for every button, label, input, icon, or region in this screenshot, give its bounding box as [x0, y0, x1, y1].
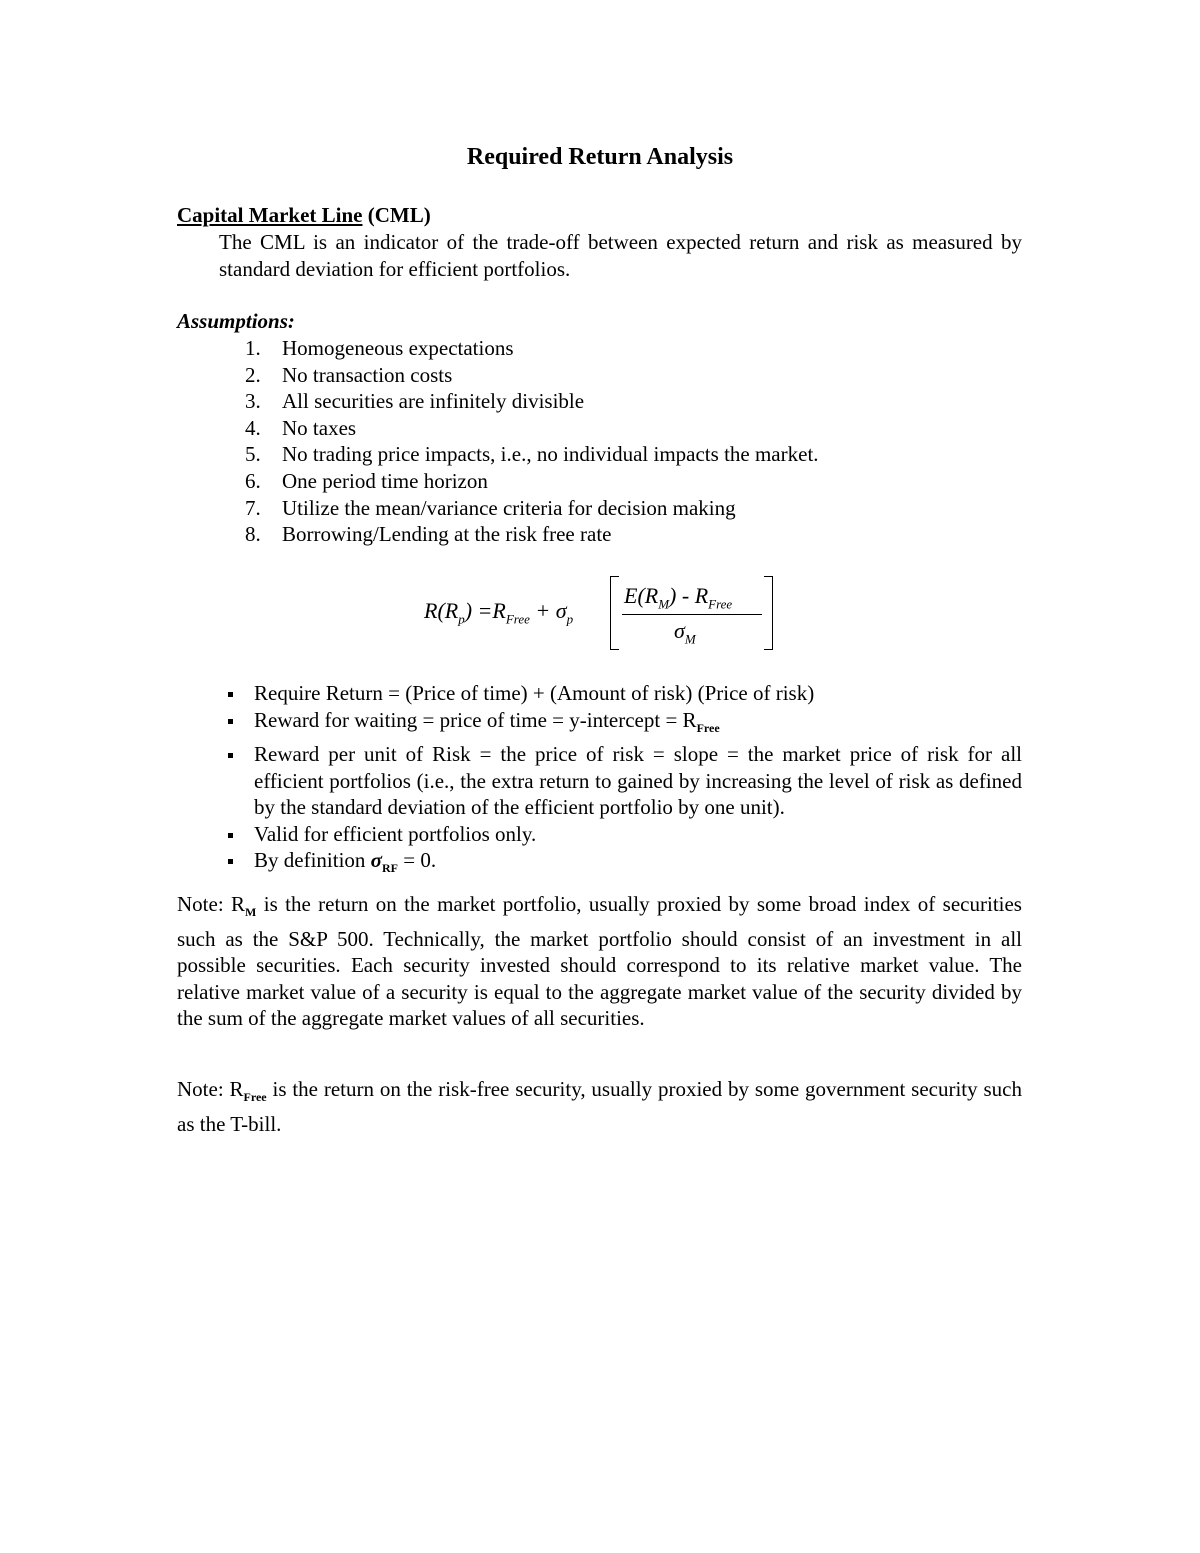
- bullet-sub: RF: [382, 861, 398, 876]
- list-text: Homogeneous expectations: [282, 336, 514, 360]
- formula-denominator: [674, 617, 696, 653]
- list-item: [245, 335, 819, 362]
- list-item: [245, 362, 819, 389]
- section-heading-underlined: Capital Market Line: [177, 203, 363, 227]
- fraction-bar: [622, 614, 762, 615]
- right-bracket: [764, 576, 773, 650]
- left-bracket: [610, 576, 619, 650]
- bullet-icon: [228, 833, 233, 838]
- list-number: 7.: [245, 495, 261, 520]
- bullet-sub: Free: [696, 720, 720, 735]
- formula-sub: Free: [708, 596, 733, 612]
- formula-numerator: [624, 582, 732, 618]
- list-text: All securities are infinitely divisible: [282, 389, 585, 414]
- list-item: [245, 495, 819, 522]
- list-text: No taxes: [282, 415, 357, 440]
- list-text: No transaction costs: [282, 362, 453, 387]
- note-sub: M: [245, 905, 257, 920]
- list-item: [245, 441, 819, 468]
- formula-lhs: [424, 596, 573, 634]
- bullet-icon: [228, 859, 233, 864]
- note-sub: Free: [243, 1090, 267, 1105]
- bullet-text: Valid for efficient portfolios only.: [254, 821, 537, 846]
- section-heading-abbrev: (CML): [362, 203, 431, 227]
- list-item: [228, 741, 1022, 821]
- bullet-text: Reward for waiting = price of time = y-intercept = R: [254, 707, 697, 732]
- section-intro: The CML is an indicator of the trade-off between expected return and risk as measured by standard deviation for efficient portfolios.: [219, 230, 1022, 281]
- list-number: 6.: [245, 468, 261, 493]
- bullet-text: Require Return = (Price of time) + (Amount of risk) (Price of risk): [254, 681, 815, 705]
- list-number: 1.: [245, 336, 261, 360]
- list-number: 5.: [245, 442, 261, 467]
- list-item: [245, 415, 819, 442]
- formula-sigma: + σ: [529, 598, 567, 623]
- bullet-text: By definition: [254, 848, 371, 873]
- page-title: Required Return Analysis: [466, 144, 734, 170]
- sigma-symbol: σ: [370, 848, 382, 873]
- list-number: 8.: [245, 522, 261, 547]
- bullet-list: [228, 680, 1022, 882]
- note-lead: Note: R: [177, 1077, 244, 1101]
- list-number: 4.: [245, 415, 261, 440]
- list-item: [228, 680, 1022, 707]
- bullet-icon: [228, 753, 233, 758]
- note-risk-free: [177, 1076, 1022, 1137]
- list-text: No trading price impacts, i.e., no individual impacts the market.: [282, 442, 819, 467]
- formula-sub: p: [566, 611, 574, 627]
- formula-sigma: σ: [674, 618, 685, 643]
- formula-e: E(R: [624, 583, 659, 608]
- formula-r: R(R: [424, 598, 459, 623]
- bullet-text: = 0.: [398, 848, 437, 873]
- list-number: 3.: [245, 389, 261, 414]
- note-market-return: [177, 891, 1022, 1032]
- formula-sub: p: [458, 611, 465, 627]
- list-text: Utilize the mean/variance criteria for decision making: [282, 495, 736, 520]
- formula-sub: M: [684, 631, 696, 647]
- note-lead: Note: R: [177, 892, 246, 916]
- list-item: [228, 707, 1022, 742]
- formula-eq: ) =R: [464, 598, 506, 623]
- note-text: is the return on the risk-free security, usually proxied by some government security such as the T-bill.: [177, 1077, 1022, 1136]
- formula-sub: M: [658, 596, 670, 612]
- bullet-icon: [228, 692, 233, 697]
- list-item: [228, 847, 1022, 882]
- section-heading: [177, 202, 431, 229]
- assumptions-heading: Assumptions:: [177, 309, 295, 333]
- assumptions-list: [245, 335, 819, 548]
- list-text: Borrowing/Lending at the risk free rate: [282, 522, 612, 547]
- note-text: is the return on the market portfolio, usually proxied by some broad index of securities such as the S&P 500. Technically, the market portfolio should consist of an investment in all possible securities. Each security invested should correspond to its relative market value. The relative market value of a security is equal to the aggregate market value of the security divided by the sum of the aggregate market values of all securities.: [177, 892, 1022, 1031]
- formula-minus: ) - R: [669, 583, 709, 608]
- bullet-icon: [228, 719, 233, 724]
- list-item: [245, 521, 819, 548]
- list-number: 2.: [245, 362, 261, 387]
- list-item: [245, 468, 819, 495]
- list-item: [228, 821, 1022, 848]
- list-item: [245, 388, 819, 415]
- formula-sub: Free: [505, 611, 530, 627]
- list-text: One period time horizon: [282, 468, 488, 493]
- bullet-text: Reward per unit of Risk = the price of risk = slope = the market price of risk for all efficient portfolios (i.e., the extra return to gained by increasing the level of risk as defined by the standard deviation of the efficient portfolio by one unit).: [254, 742, 1022, 820]
- cml-formula: [424, 572, 774, 652]
